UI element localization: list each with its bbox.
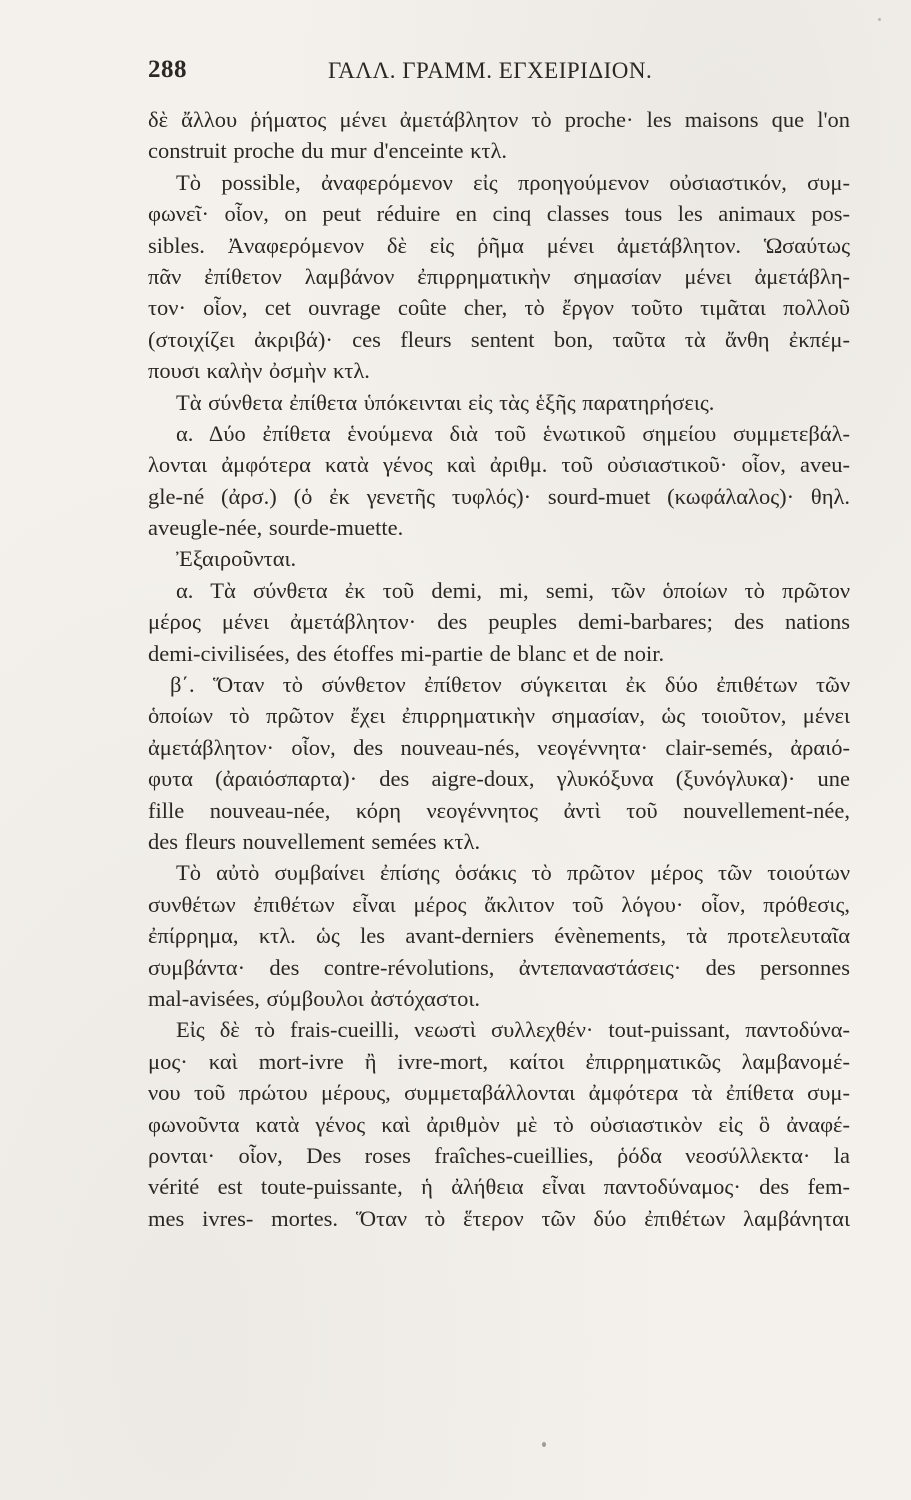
text-line: (στοιχίζει ἀκριβά)· ces fleurs sentent bon, ταῦτα τὰ ἄνθη ἐκπέμ- xyxy=(148,326,850,352)
text-line: λονται ἀμφότερα κατὰ γένος καὶ ἀριθμ. τοῦ οὐσιαστικοῦ· οἷον, aveu- xyxy=(148,452,850,478)
text-line: mal-avisées, σύμβουλοι ἀστόχαστοι. xyxy=(148,985,481,1011)
text-line: ἐπίρρημα, κτλ. ὡς les avant-derniers évènements, τὰ προτελευταῖα xyxy=(148,923,850,949)
text-line: sibles. Ἀναφερόμενον δὲ εἰς ῥῆμα μένει ἀμετάβλητον. Ὡσαύτως xyxy=(148,232,850,258)
text-line: ἀμετάβλητον· οἷον, des nouveau-nés, νεογέννητα· clair-semés, ἀραιό- xyxy=(148,734,850,760)
text-line: mes ivres- mortes. Ὅταν τὸ ἕτερον τῶν δύο ἐπιθέτων λαμβάνηται xyxy=(148,1205,850,1231)
text-line: δὲ ἄλλου ῥήματος μένει ἀμετάβλητον τὸ proche· les maisons que l'on xyxy=(148,107,850,132)
text-line: β΄. Ὅταν τὸ σύνθετον ἐπίθετον σύγκειται ἐκ δύο ἐπιθέτων τῶν xyxy=(170,672,850,698)
text-line: α. Δύο ἐπίθετα ἑνούμενα διὰ τοῦ ἑνωτικοῦ σημείου συμμετεβάλ- xyxy=(176,420,850,446)
text-line: Τὸ αὐτὸ συμβαίνει ἐπίσης ὁσάκις τὸ πρῶτον μέρος τῶν τοιούτων xyxy=(176,860,850,886)
text-line: Εἰς δὲ τὸ frais-cueilli, νεωστὶ συλλεχθέν· tout-puissant, παντοδύνα- xyxy=(176,1017,850,1043)
text-line: Τὰ σύνθετα ἐπίθετα ὑπόκεινται εἰς τὰς ἑξῆς παρατηρήσεις. xyxy=(176,389,715,415)
text-line: πᾶν ἐπίθετον λαμβάνον ἐπιρρηματικὴν σημασίαν μένει ἀμετάβλη- xyxy=(148,263,850,289)
text-line: μος· καὶ mort-ivre ἢ ivre-mort, καίτοι ἐπιρρηματικῶς λαμβανομέ- xyxy=(148,1048,850,1074)
text-line: Τὸ possible, ἀναφερόμενον εἰς προηγούμενον οὐσιαστικόν, συμ- xyxy=(176,169,850,195)
text-line: demi-civilisées, des étoffes mi-partie de blanc et de noir. xyxy=(148,640,665,666)
page-number: 288 xyxy=(148,56,187,83)
text-line: συνθέτων ἐπιθέτων εἶναι μέρος ἄκλιτον τοῦ λόγου· οἷον, πρόθεσις, xyxy=(148,891,850,917)
text-line: α. Τὰ σύνθετα ἐκ τοῦ demi, mi, semi, τῶν ὁποίων τὸ πρῶτον xyxy=(176,577,850,603)
text-line: Ἐξαιροῦνται. xyxy=(176,546,297,572)
text-line: vérité est toute-puissante, ἡ ἀλήθεια εἶναι παντοδύναμος· des fem- xyxy=(148,1174,850,1200)
text-line: des fleurs nouvellement semées κτλ. xyxy=(148,828,481,854)
text-line: ρονται· οἷον, Des roses fraîches-cueillies, ῥόδα νεοσύλλεκτα· la xyxy=(148,1142,850,1168)
text-line: νου τοῦ πρώτου μέρους, συμμεταβάλλονται ἀμφότερα τὰ ἐπίθετα συμ- xyxy=(148,1080,850,1106)
page-header xyxy=(148,56,848,96)
text-line: φυτα (ἀραιόσπαρτα)· des aigre-doux, γλυκόξυνα (ξυνόγλυκα)· une xyxy=(148,766,850,792)
text-line: μέρος μένει ἀμετάβλητον· des peuples demi-barbares; des nations xyxy=(148,609,850,635)
text-line: φωνεῖ· οἷον, on peut réduire en cinq classes tous les animaux pos- xyxy=(148,201,850,227)
text-line: construit proche du mur d'enceinte κτλ. xyxy=(148,138,507,164)
text-line: φωνοῦντα κατὰ γένος καὶ ἀριθμὸν μὲ τὸ οὐσιαστικὸν εἰς ὃ ἀναφέ- xyxy=(148,1111,850,1137)
running-head: ΓΑΛΛ. ΓΡΑΜΜ. ΕΓΧΕΙΡΙΔΙΟΝ. xyxy=(328,58,653,83)
text-line: fille nouveau-née, κόρη νεογέννητος ἀντὶ τοῦ nouvellement-née, xyxy=(148,797,850,823)
text-line: πουσι καλὴν ὀσμὴν κτλ. xyxy=(148,358,370,384)
text-line: ὁποίων τὸ πρῶτον ἔχει ἐπιρρηματικὴν σημασίαν, ὡς τοιοῦτον, μένει xyxy=(148,703,850,729)
text-line: τον· οἷον, cet ouvrage coûte cher, τὸ ἔργον τοῦτο τιμᾶται πολλοῦ xyxy=(148,295,850,321)
body-text xyxy=(148,104,850,1234)
text-line: gle-né (ἀρσ.) (ὁ ἐκ γενετῆς τυφλός)· sourd-muet (κωφάλαλος)· θηλ. xyxy=(148,483,850,509)
text-line: aveugle-née, sourde-muette. xyxy=(148,515,404,541)
text-line: συμβάντα· des contre-révolutions, ἀντεπαναστάσεις· des personnes xyxy=(148,954,850,980)
